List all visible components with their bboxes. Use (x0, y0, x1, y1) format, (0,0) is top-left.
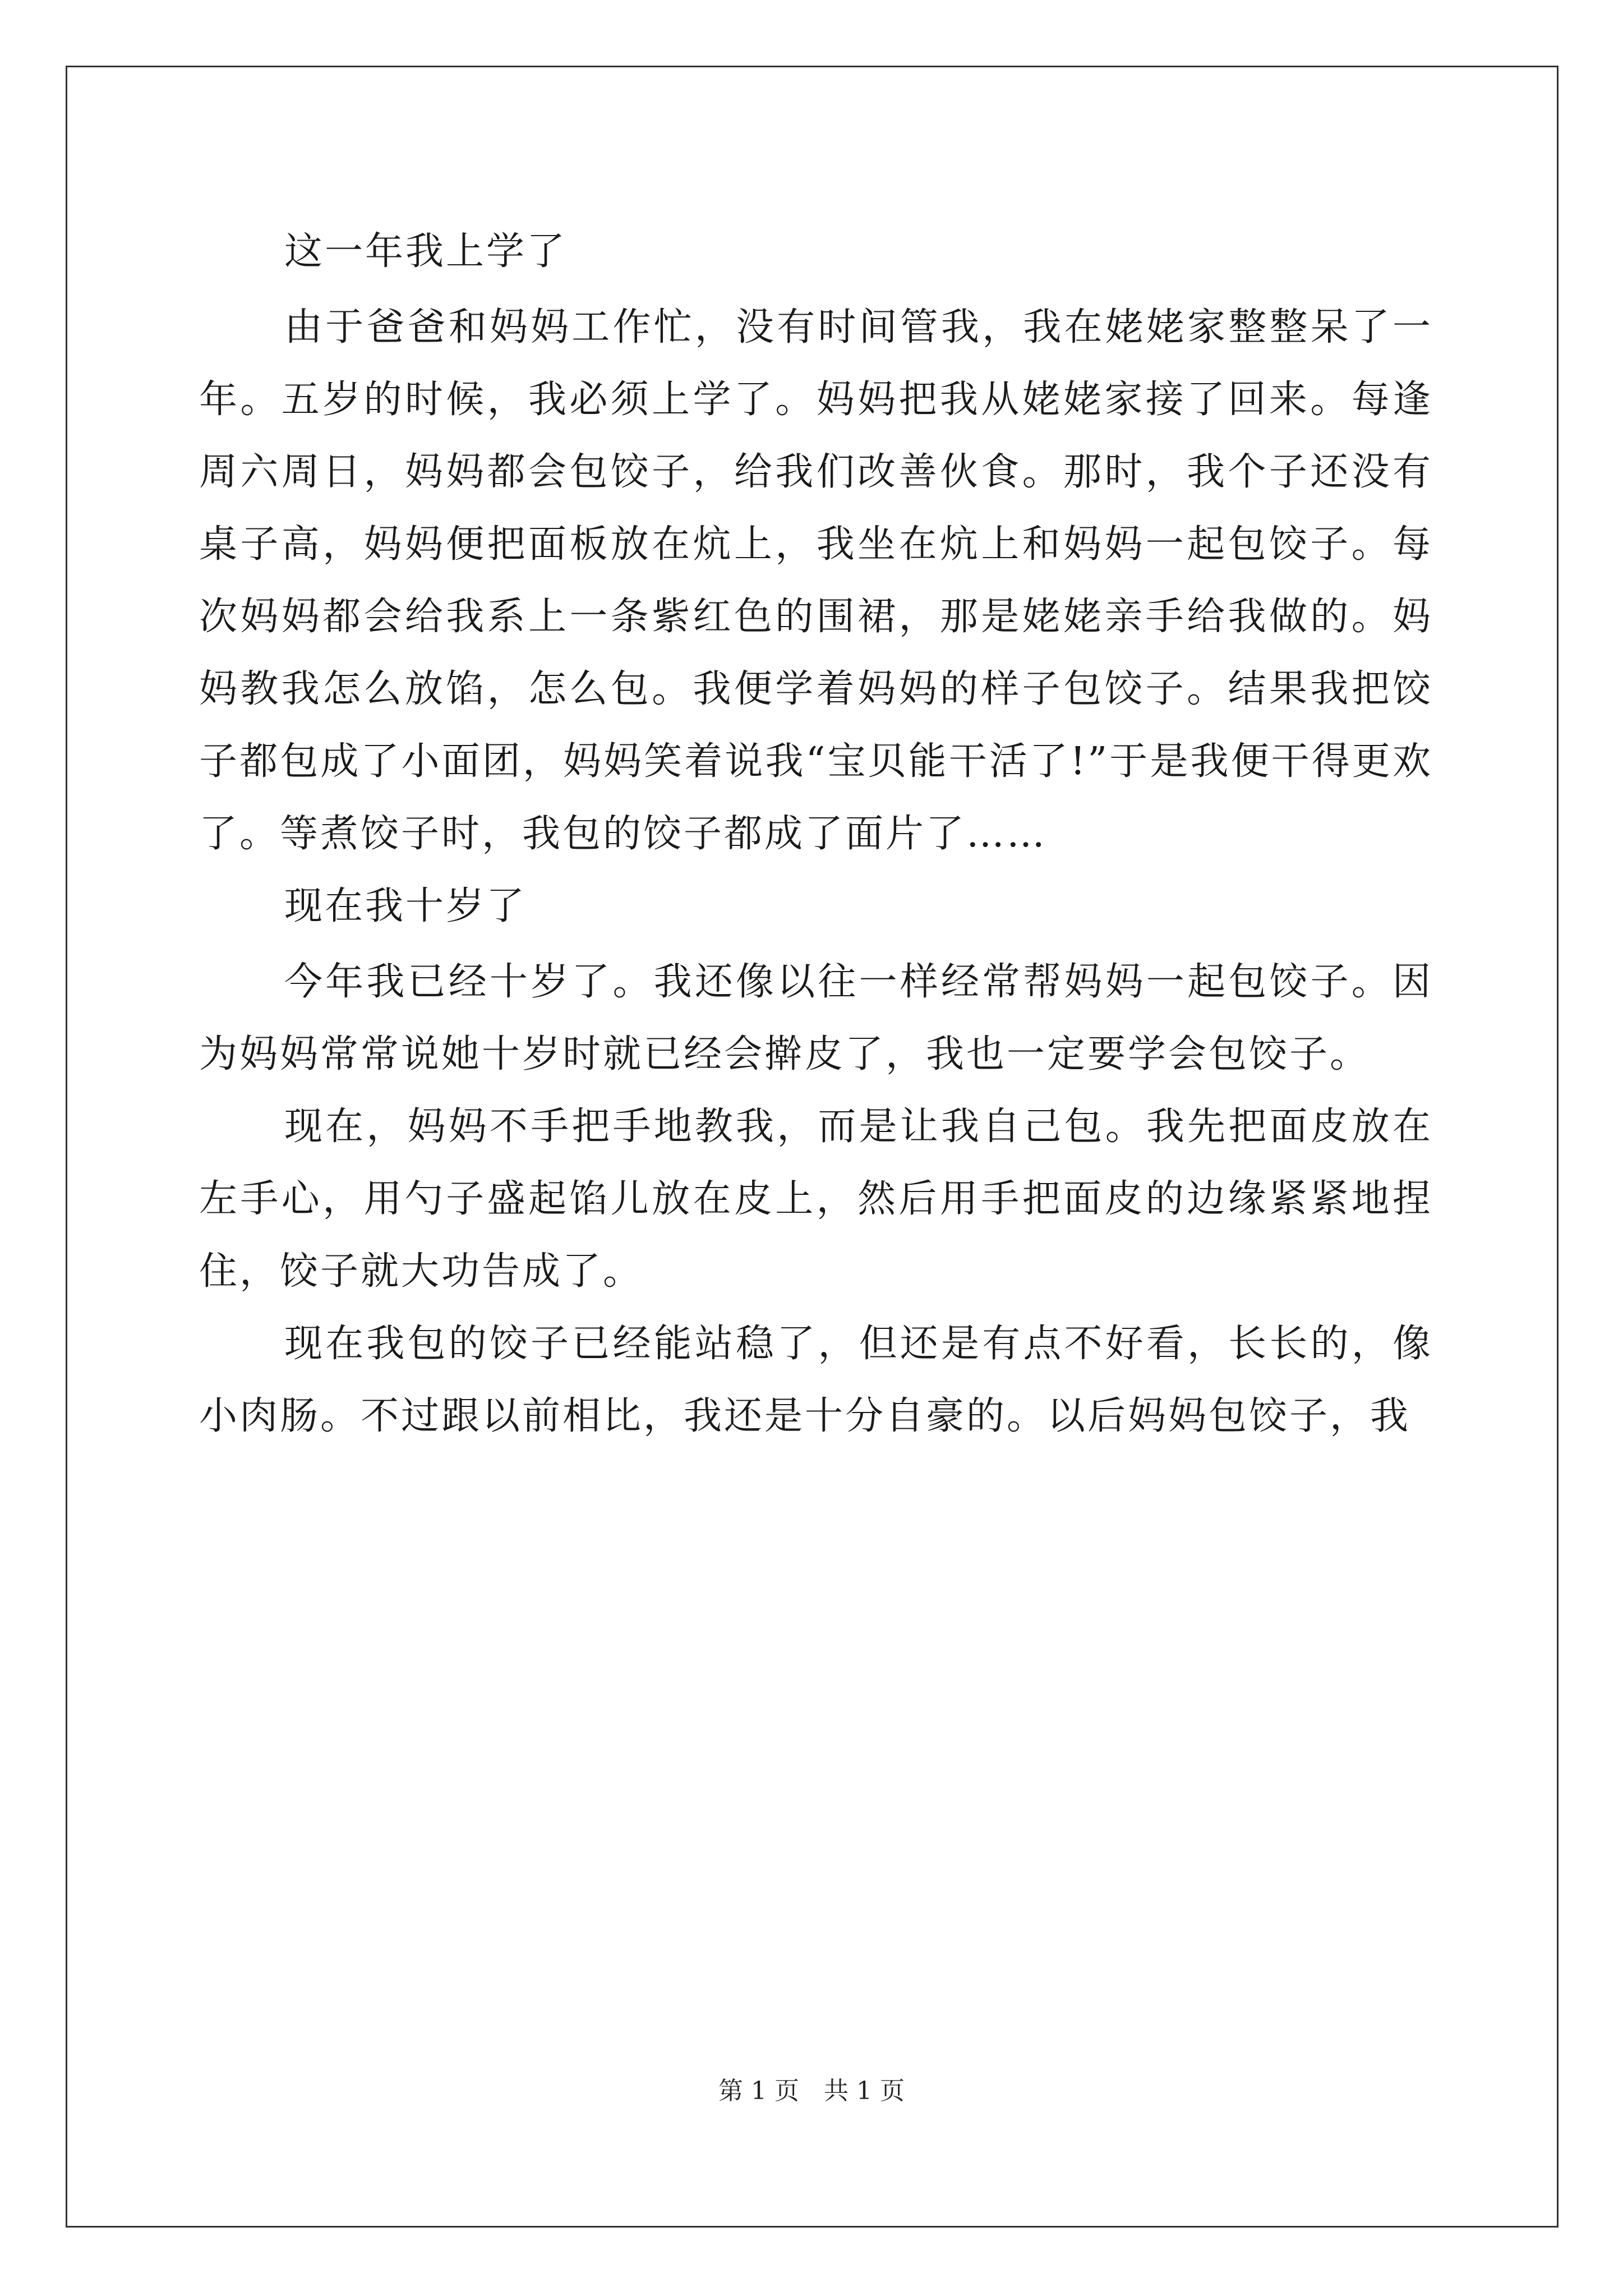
section-heading-first-year: 这一年我上学了 (284, 229, 568, 274)
section-heading-now-ten: 现在我十岁了 (284, 884, 527, 928)
paragraph-first-year-story: 由于爸爸和妈妈工作忙，没有时间管我，我在姥姥家整整呆了一年。五岁的时候，我必须上学了。妈妈把我从姥姥家接了回来。每逢周六周日，妈妈都会包饺子，给我们改善伙食。那时，我个子还没有桌子高，妈妈便把面板放在炕上，我坐在炕上和妈妈一起包饺子。每次妈妈都会给我系上一条紫红色的围裙，那是姥姥亲手给我做的。妈妈教我怎么放馅，怎么包。我便学着妈妈的样子包饺子。结果我把饺子都包成了小面团，妈妈笑着说我“宝贝能干活了!”于是我便干得更欢了。等煮饺子时，我包的饺子都成了面片了…… (199, 305, 1433, 856)
paragraph-result: 现在我包的饺子已经能站稳了，但还是有点不好看，长长的，像小肉肠。不过跟以前相比，我还是十分自豪的。以后妈妈包饺子，我 (199, 1322, 1433, 1438)
document-body (199, 215, 1433, 1452)
paragraph-how-to-wrap: 现在，妈妈不手把手地教我，而是让我自己包。我先把面皮放在左手心，用勺子盛起馅儿放在皮上，然后用手把面皮的边缘紧紧地捏住，饺子就大功告成了。 (199, 1105, 1433, 1294)
page-number-footer: 第 1 页 共 1 页 (718, 2077, 905, 2105)
paragraph-now-ten-intro: 今年我已经十岁了。我还像以往一样经常帮妈妈一起包饺子。因为妈妈常常说她十岁时就已经会擀皮了，我也一定要学会包饺子。 (199, 960, 1433, 1076)
